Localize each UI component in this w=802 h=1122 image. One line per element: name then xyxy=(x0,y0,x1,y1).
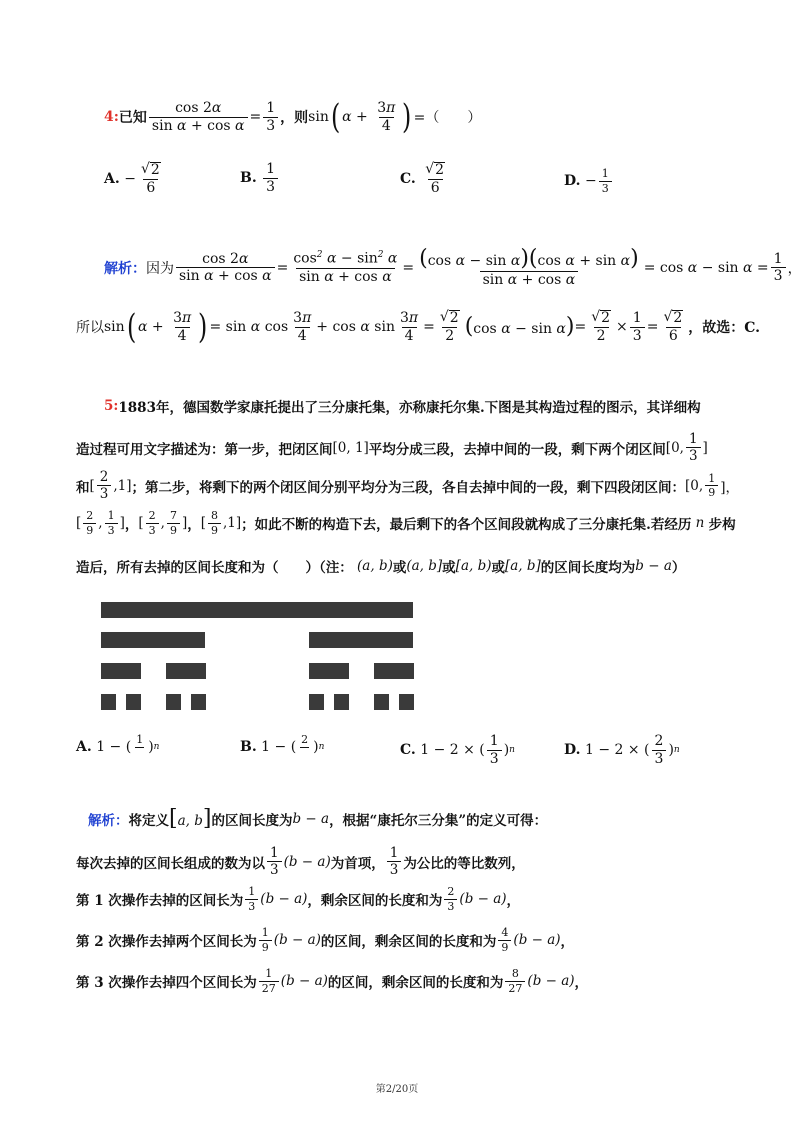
sol5-line4: 第 2 次操作去掉两个区间长为 $\frac{1}{9}$ (b − a) 的区间，剩余区间的长度和为 $\frac{4}{9}$ (b − a) ， xyxy=(76,926,575,954)
q4-option-b[interactable]: B. $\frac{1}{3}$ xyxy=(240,162,280,194)
cantor-level-3-seg xyxy=(191,694,206,710)
sol5-line3: 第 1 次操作去掉的区间长为 $\frac{1}{3}$ (b − a) ，剩余区间的长度和为 $\frac{2}{3}$ (b − a) ， xyxy=(76,885,521,913)
q5-option-b[interactable]: B. 1 − ( 2 ) n xyxy=(240,734,324,760)
q4-option-c[interactable]: C. √ 2 6 xyxy=(400,161,445,196)
q5-number: 5: xyxy=(104,398,119,414)
sol5-line5: 第 3 次操作去掉四个区间长为 $\frac{1}{27}$ (b − a) 的区间，剩余区间的长度和为 $\frac{8}{27}$ (b − a) ， xyxy=(76,967,589,995)
cantor-level-3-seg xyxy=(101,694,116,710)
q5-option-d[interactable]: D. 1 − 2 × ( $\frac{2}{3}$ ) n xyxy=(564,733,680,767)
cantor-level-2-seg xyxy=(374,663,414,679)
cantor-level-3-seg xyxy=(126,694,141,710)
q4-option-d[interactable]: D. − $\frac{1}{3}$ xyxy=(564,168,614,194)
q5-option-a[interactable]: A. 1 − ( 1 ) n xyxy=(76,734,159,760)
cantor-level-2-seg xyxy=(309,663,349,679)
q5-line2: 造过程可用文字描述为：第一步，把闭区间 [0, 1] 平均分成三段，去掉中间的一段，剩下两个闭区间 [0, $\frac{1}{3}$ ] xyxy=(76,431,708,465)
q5-line1: 5: 1883年，德国数学家康托提出了三分康托集，亦称康托尔集.下图是其构造过程的图示，其详细构 xyxy=(104,398,701,416)
cantor-level-1-right xyxy=(309,632,413,648)
q4-given-fraction: $\frac{\cos 2\alpha}{\text{sin α + cos α}}$ xyxy=(149,101,248,133)
q4-stem: 4: 已知 $\frac{\cos 2\alpha}{\text{sin α + cos α}}$ = $\frac{1}{3}$ ，则 sin ( α + $\frac{3\pi}{4}$ ) =（ ） xyxy=(104,97,482,137)
cantor-level-3-seg xyxy=(166,694,181,710)
cantor-level-3-seg xyxy=(334,694,349,710)
sol5-line1: 解析： 将定义 [a, b] 的区间长度为 b − a ，根据“康托尔三分集”的定义可得： xyxy=(88,806,548,831)
sol4-line1: 解析： 因为 $\frac{\cos 2\alpha}{\text{sin α + cos α}}$ = $\frac{\cos^2 \alpha - \sin^2 \alpha}{\text{sin α + cos α}}$ = $\frac{\text{(cos α − sin α)(cos α + sin α)}}{\text{sin α + cos α}}$ = cos α − sin α = $\frac{1}{3}$ ， xyxy=(104,246,802,288)
cantor-level-0 xyxy=(101,602,413,618)
q4-number: 4: xyxy=(104,109,119,125)
sol4-label: 解析： xyxy=(104,260,146,277)
cantor-level-3-seg xyxy=(309,694,324,710)
sol4-line2: 所以 sin ( α + $\frac{3\pi}{4}$ ) = sin α cos $\frac{3\pi}{4}$ + cos α sin $\frac{3\pi}{4}$ = √ 2 2 (cos α − sin α) = √ 2 2 × $\frac{1}{3}$ = √ 2 6 ，故选：C. xyxy=(76,307,761,347)
q5-option-c[interactable]: C. 1 − 2 × ( $\frac{1}{3}$ ) n xyxy=(400,733,515,767)
page-footer: 第2/20页 xyxy=(375,1084,419,1095)
sol5-label: 解析： xyxy=(88,813,129,829)
q4-option-a[interactable]: A. − √ 2 6 xyxy=(104,161,160,196)
q5-line4: [ $\frac{2}{9}$ , $\frac{1}{3}$ ] ， [ $\frac{2}{3}$ , $\frac{7}{9}$ ] ， [ $\frac{8}{9}$ ,1] ；如此不断的构造下去，最后剩下的各个区间段就构成了三分康托集.若经历 n 步构 xyxy=(76,509,736,537)
cantor-level-3-seg xyxy=(374,694,389,710)
q5-line5: 造后，所有去掉的区间长度和为（ ）（注： (a, b) 或 (a, b] 或 [a, b) 或 [a, b] 的区间长度均为 b − a ） xyxy=(76,558,686,576)
cantor-level-2-seg xyxy=(166,663,206,679)
cantor-level-3-seg xyxy=(399,694,414,710)
cantor-level-1-left xyxy=(101,632,205,648)
q5-line3: 和 [ $\frac{2}{3}$ ,1] ；第二步，将剩下的两个闭区间分别平均分为三段，各自去掉中间的一段，剩下四段闭区间： [0, $\frac{1}{9}$ ]， xyxy=(76,469,739,503)
sol5-line2: 每次去掉的区间长组成的数为以 $\frac{1}{3}$ (b − a) 为首项， $\frac{1}{3}$ 为公比的等比数列， xyxy=(76,845,525,879)
cantor-level-2-seg xyxy=(101,663,141,679)
